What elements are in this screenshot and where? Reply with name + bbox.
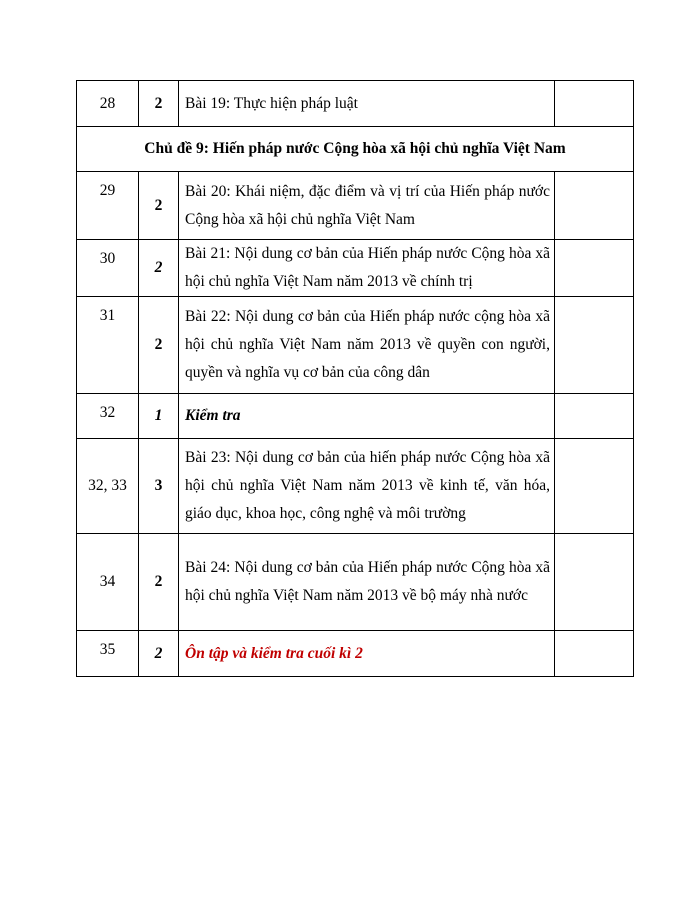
periods-cell: 3 [139, 439, 179, 534]
table-row [77, 394, 634, 439]
lesson-cell: Ôn tập và kiểm tra cuối kì 2 [179, 631, 555, 677]
week-cell: 30 [77, 240, 139, 297]
note-cell [555, 240, 634, 297]
week-cell: 32, 33 [77, 439, 139, 534]
table-row [77, 297, 634, 394]
periods-cell: 2 [139, 240, 179, 297]
lesson-cell: Bài 24: Nội dung cơ bản của Hiến pháp nước Cộng hòa xã hội chủ nghĩa Việt Nam năm 2013 về bộ máy nhà nước [179, 534, 555, 631]
lesson-cell: Bài 22: Nội dung cơ bản của Hiến pháp nước cộng hòa xã hội chủ nghĩa Việt Nam năm 2013 về quyền con người, quyền và nghĩa vụ cơ bản của công dân [179, 297, 555, 394]
lesson-cell: Bài 19: Thực hiện pháp luật [179, 81, 555, 127]
topic-heading: Chủ đề 9: Hiến pháp nước Cộng hòa xã hội chủ nghĩa Việt Nam [77, 127, 634, 172]
note-cell [555, 439, 634, 534]
note-cell [555, 394, 634, 439]
table-row [77, 439, 634, 534]
week-cell: 29 [77, 172, 139, 240]
note-cell [555, 172, 634, 240]
periods-cell: 2 [139, 297, 179, 394]
table-row [77, 240, 634, 297]
lesson-cell: Bài 23: Nội dung cơ bản của hiến pháp nước Cộng hòa xã hội chủ nghĩa Việt Nam năm 2013 về kinh tế, văn hóa, giáo dục, khoa học, công nghệ và môi trường [179, 439, 555, 534]
note-cell [555, 297, 634, 394]
note-cell [555, 534, 634, 631]
note-cell [555, 631, 634, 677]
periods-cell: 2 [139, 631, 179, 677]
note-cell [555, 81, 634, 127]
week-cell: 35 [77, 631, 139, 677]
periods-cell: 2 [139, 81, 179, 127]
week-cell: 32 [77, 394, 139, 439]
periods-cell: 2 [139, 172, 179, 240]
lesson-cell: Bài 20: Khái niệm, đặc điểm và vị trí của Hiến pháp nước Cộng hòa xã hội chủ nghĩa Việt Nam [179, 172, 555, 240]
table-row [77, 534, 634, 631]
periods-cell: 2 [139, 534, 179, 631]
week-cell: 34 [77, 534, 139, 631]
periods-cell: 1 [139, 394, 179, 439]
table-row [77, 81, 634, 127]
week-cell: 31 [77, 297, 139, 394]
table-row [77, 172, 634, 240]
lesson-plan-table [76, 80, 634, 677]
topic-row [77, 127, 634, 172]
table-row [77, 631, 634, 677]
lesson-cell: Kiểm tra [179, 394, 555, 439]
lesson-cell: Bài 21: Nội dung cơ bản của Hiến pháp nước Cộng hòa xã hội chủ nghĩa Việt Nam năm 2013 về chính trị [179, 240, 555, 297]
week-cell: 28 [77, 81, 139, 127]
